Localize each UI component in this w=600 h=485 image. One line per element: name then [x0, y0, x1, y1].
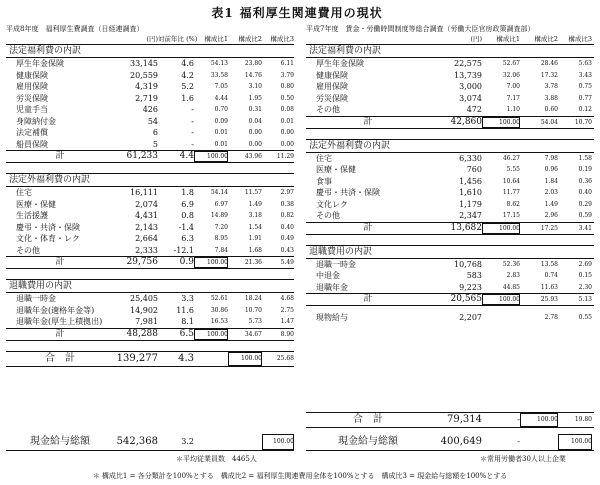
row-c1: 0.01: [214, 140, 228, 148]
total-value: 20,565: [450, 294, 482, 304]
total-value: 13,682: [450, 222, 482, 233]
section-title: 退職費用の内訳: [306, 245, 594, 259]
row-value: 3,000: [459, 82, 482, 91]
row-c1: 0.70: [214, 106, 228, 113]
row-c3: 0.77: [578, 94, 592, 102]
row-c1: 7.84: [214, 246, 228, 254]
right-extra-row: 現物給与 2,207 2.78 0.55: [316, 313, 592, 322]
row-c2: 2.96: [544, 212, 558, 219]
row-label: 住宅: [16, 188, 32, 197]
section-total-row: [306, 222, 594, 235]
left-header-c3: 構成比3: [270, 35, 294, 43]
row-c1: 7.05: [214, 83, 228, 90]
total-label: 計: [363, 116, 373, 127]
row-c2: 28.46: [540, 60, 558, 67]
table-row: [306, 176, 594, 188]
row-value: 2,347: [459, 211, 482, 220]
row-c2: 17.32: [540, 71, 558, 79]
row-label: 雇用保険: [16, 82, 48, 91]
row-c2: 3.88: [544, 94, 558, 102]
row-value: 426: [142, 105, 158, 114]
left-header-units: (円): [146, 35, 158, 43]
table-row: [306, 259, 594, 271]
row-c1: 17.15: [502, 212, 520, 219]
row-c2: 3.18: [248, 212, 262, 219]
total-ratio: 4.4: [179, 151, 194, 161]
left-panel: [6, 24, 294, 367]
row-ratio: 4.6: [181, 59, 194, 68]
row-value: 760: [466, 165, 482, 174]
section-total-row: [6, 256, 294, 269]
row-c2: 0.00: [248, 129, 262, 136]
row-value: 16,111: [130, 188, 158, 197]
row-value: 6,330: [459, 153, 482, 163]
row-value: 10,768: [454, 259, 482, 269]
total-c2: 43.96: [244, 153, 262, 160]
row-c1: 11.77: [502, 189, 520, 196]
row-c2: 13.58: [540, 260, 558, 268]
table-row: [6, 245, 294, 257]
row-c2: 0.96: [544, 166, 558, 173]
left-cash-total-row: 現金給与総額 542,368 3.2 100.00: [6, 434, 294, 451]
section-total-row: [306, 116, 594, 129]
row-c3: 5.63: [578, 60, 592, 67]
row-c1: 30.86: [210, 306, 228, 314]
row-ratio: 3.3: [181, 294, 194, 303]
row-c2: 23.80: [244, 60, 262, 67]
right-header-c3: 構成比3: [568, 35, 592, 43]
row-c1: 54.14: [210, 189, 228, 196]
row-value: 472: [466, 105, 482, 114]
row-c2: 7.98: [544, 154, 558, 162]
total-label: 計: [55, 151, 65, 161]
row-c3: 0.40: [578, 189, 592, 196]
row-c2: 1.95: [248, 94, 262, 102]
row-c3: 0.01: [280, 117, 294, 125]
table-row: [6, 93, 294, 105]
row-c1: 4.44: [214, 94, 228, 102]
row-label: 法定補償: [16, 128, 48, 137]
table-title: [0, 4, 600, 21]
total-c1: 100.00: [482, 117, 520, 128]
left-header-c1: 構成比1: [204, 35, 228, 43]
row-c3: 0.80: [280, 83, 294, 90]
row-c2: 0.60: [544, 106, 558, 113]
row-c3: 6.11: [280, 60, 294, 67]
section-title: 退職費用の内訳: [6, 279, 294, 293]
row-c3: 3.43: [578, 71, 592, 79]
row-ratio: 8.1: [181, 317, 194, 326]
row-label: 退職年金(厚生上積拠出): [16, 317, 103, 326]
row-c2: 0.31: [248, 106, 262, 113]
row-ratio: 6.9: [181, 199, 194, 209]
row-label: 船員保険: [16, 139, 48, 149]
row-value: 54: [147, 116, 158, 126]
table-row: [306, 93, 594, 105]
row-value: 3,074: [459, 93, 482, 103]
table-row: [306, 58, 594, 70]
total-value: 61,233: [126, 151, 158, 161]
section-total-row: [6, 328, 294, 341]
left-source: 平成8年度 福利厚生費調査（日経連調査）: [6, 25, 144, 33]
row-value: 2,664: [135, 234, 158, 243]
table-row: [6, 187, 294, 199]
row-value: 2,074: [135, 199, 158, 209]
row-c3: 0.00: [280, 140, 294, 148]
section-title: 法定福利費の内訳: [306, 45, 594, 58]
row-ratio: 6.3: [181, 234, 194, 243]
row-label: 文化レク: [316, 199, 348, 209]
row-label: 健康保険: [316, 70, 348, 80]
row-label: 厚生年金保険: [16, 59, 64, 68]
row-c2: 1.49: [544, 200, 558, 208]
table-row: [6, 199, 294, 211]
row-c3: 0.15: [578, 272, 592, 279]
row-label: 住宅: [316, 153, 332, 163]
total-label: 計: [55, 257, 65, 267]
row-label: 慶弔・共済・保険: [16, 222, 80, 232]
total-c1: 100.00: [194, 151, 228, 162]
row-value: 4,431: [135, 211, 158, 220]
total-c1: 100.00: [194, 329, 228, 340]
row-c2: 2.03: [544, 189, 558, 196]
table-row: [6, 58, 294, 70]
row-ratio: 0.8: [181, 211, 194, 220]
row-c1: 52.61: [210, 295, 228, 302]
left-column-headers: [6, 34, 294, 45]
total-c1: 100.00: [194, 257, 228, 268]
row-label: 厚生年金保険: [316, 59, 364, 68]
section-title: 法定福利費の内訳: [6, 45, 294, 58]
row-c1: 1.10: [506, 106, 520, 113]
row-c3: 0.40: [280, 223, 294, 231]
table-title-text: 福利厚生関連費用の現状: [239, 6, 383, 20]
row-value: 4,319: [135, 82, 158, 91]
row-c2: 1.84: [544, 177, 558, 185]
row-c3: 0.12: [578, 106, 592, 113]
row-ratio: 1.8: [181, 188, 194, 197]
section-title: 法定外福利費の内訳: [306, 139, 594, 153]
row-c1: 54.13: [210, 60, 228, 67]
row-c3: 0.19: [578, 166, 592, 173]
table-row: [306, 270, 594, 282]
table-row: [6, 210, 294, 222]
row-label: 退職一時金: [16, 294, 56, 303]
right-header-c2: 構成比2: [534, 35, 558, 43]
row-value: 2,719: [135, 93, 158, 103]
total-c3: 10.70: [574, 118, 592, 126]
row-c2: 11.63: [540, 283, 558, 291]
row-value: 2,333: [135, 245, 158, 255]
row-c2: 3.78: [544, 83, 558, 90]
row-label: 雇用保険: [316, 82, 348, 91]
row-c2: 14.76: [244, 71, 262, 79]
row-value: 6: [152, 128, 158, 137]
row-c3: 2.30: [578, 283, 592, 291]
row-c3: 0.08: [280, 106, 294, 113]
row-c2: 11.57: [244, 189, 262, 196]
row-value: 33,145: [130, 59, 158, 68]
table-row: [6, 104, 294, 116]
total-c3: 5.13: [578, 296, 592, 303]
total-value: 42,860: [450, 116, 482, 127]
table-row: [306, 70, 594, 82]
table-number: 表1: [211, 6, 234, 20]
row-value: 2,143: [135, 222, 158, 232]
row-label: その他: [16, 245, 40, 255]
row-c1: 14.89: [210, 212, 228, 219]
row-value: 7,981: [135, 317, 158, 326]
row-c1: 33.58: [210, 71, 228, 79]
row-c3: 0.38: [280, 200, 294, 208]
table-row: [306, 282, 594, 294]
row-value: 1,610: [459, 188, 482, 197]
table-row: [6, 305, 294, 317]
row-label: 食事: [316, 176, 332, 186]
row-c1: 7.00: [506, 83, 520, 90]
total-c3: 3.41: [578, 224, 592, 232]
row-c1: 32.06: [502, 71, 520, 79]
row-label: 身障納付金: [16, 116, 56, 126]
row-value: 5: [152, 139, 158, 149]
right-header-units: (円): [470, 35, 482, 43]
table-row: [6, 222, 294, 234]
footnote: ＊ 構成比1 = 各分類計を100%とする 構成比2 = 福利厚生関連費用全体を100%とする 構成比3 = 現金給与総額を100%とする: [92, 472, 508, 480]
left-table-body: [6, 45, 294, 341]
row-c3: 0.75: [578, 83, 592, 90]
row-c1: 16.53: [210, 318, 228, 325]
table-row: [306, 164, 594, 176]
total-c2: 54.04: [540, 118, 558, 126]
row-ratio: 5.2: [181, 82, 194, 91]
row-value: 22,575: [454, 59, 482, 68]
row-c3: 0.29: [578, 200, 592, 208]
row-c3: 2.75: [280, 306, 294, 314]
row-label: 生活援護: [16, 211, 48, 220]
table-row: [306, 81, 594, 93]
row-label: 健康保険: [16, 70, 48, 80]
row-ratio: -: [191, 139, 194, 149]
row-c1: 0.09: [214, 117, 228, 125]
total-ratio: 6.5: [179, 328, 194, 339]
row-value: 1,456: [459, 176, 482, 186]
row-c1: 8.62: [506, 200, 520, 208]
total-value: 48,288: [126, 328, 158, 339]
row-value: 14,902: [130, 305, 158, 315]
row-ratio: 4.2: [181, 70, 194, 80]
row-c2: 5.73: [248, 318, 262, 325]
row-c3: 0.82: [280, 212, 294, 219]
row-c1: 7.20: [214, 223, 228, 231]
right-panel: [306, 24, 594, 324]
total-ratio: 0.9: [179, 257, 194, 267]
left-header-c2: 構成比2: [238, 35, 262, 43]
total-c1: 100.00: [482, 294, 520, 305]
table-row: [6, 233, 294, 245]
row-ratio: 11.6: [176, 305, 194, 315]
total-c3: 11.29: [276, 153, 294, 160]
table-row: [6, 70, 294, 82]
row-label: 医療・保健: [16, 199, 56, 209]
right-grand-total-row: 合 計 79,314 - 100.00 19.80: [306, 412, 594, 428]
row-c2: 1.54: [248, 223, 262, 231]
row-c1: 7.17: [506, 94, 520, 102]
row-c3: 2.97: [280, 189, 294, 196]
row-c3: 1.58: [578, 154, 592, 162]
row-value: 13,739: [454, 70, 482, 80]
row-label: その他: [316, 211, 340, 220]
row-c1: 2.83: [506, 272, 520, 279]
right-column-headers: [306, 34, 594, 45]
row-value: 20,559: [130, 70, 158, 80]
row-label: 慶弔・共済・保険: [316, 188, 380, 197]
row-label: 中退金: [316, 271, 340, 280]
row-c1: 10.64: [502, 177, 520, 185]
row-c2: 1.49: [248, 200, 262, 208]
table-row: [6, 127, 294, 139]
row-c1: 8.95: [214, 235, 228, 242]
row-c1: 52.67: [502, 60, 520, 67]
total-c3: 8.90: [280, 330, 294, 338]
row-c2: 1.91: [248, 235, 262, 242]
right-table-body: [306, 45, 594, 306]
total-c2: 17.25: [540, 224, 558, 232]
table-row: [6, 293, 294, 305]
row-label: 労災保険: [16, 93, 48, 103]
right-source: 平成7年度 賃金・労働時間制度等総合調査（労働大臣官房政策調査部）: [306, 25, 535, 33]
row-c3: 2.69: [578, 260, 592, 268]
total-c2: 21.36: [244, 259, 262, 266]
row-c2: 10.70: [244, 306, 262, 314]
row-c3: 1.47: [280, 318, 294, 325]
row-c3: 0.00: [280, 129, 294, 136]
row-label: その他: [316, 105, 340, 114]
row-c2: 3.10: [248, 83, 262, 90]
row-value: 583: [466, 271, 482, 280]
table-row: [6, 81, 294, 93]
row-c2: 0.00: [248, 140, 262, 148]
row-c1: 52.36: [502, 260, 520, 268]
right-header-c1: 構成比1: [496, 35, 520, 43]
row-label: 労災保険: [316, 93, 348, 103]
row-label: 退職年金: [316, 282, 348, 292]
table-row: [6, 316, 294, 328]
row-c2: 0.74: [544, 272, 558, 279]
section-title: 法定外福利費の内訳: [6, 173, 294, 187]
row-c3: 0.43: [280, 246, 294, 254]
row-c2: 0.04: [248, 117, 262, 125]
row-ratio: -12.1: [173, 245, 194, 255]
right-note: ＊常用労働者30人以上企業: [480, 455, 566, 463]
total-c1: 100.00: [482, 223, 520, 234]
total-label: 計: [55, 328, 65, 339]
row-ratio: -: [191, 128, 194, 137]
total-label: 計: [363, 294, 373, 304]
table-row: [306, 187, 594, 199]
right-cash-total-row: 現金給与総額 400,649 - 100.00: [306, 434, 594, 451]
row-c3: 4.68: [280, 295, 294, 302]
total-value: 29,756: [126, 257, 158, 267]
total-c3: 5.49: [280, 259, 294, 266]
row-c1: 44.85: [502, 283, 520, 291]
row-label: 児童手当: [16, 105, 48, 114]
table-row: [306, 199, 594, 211]
row-c3: 0.36: [578, 177, 592, 185]
total-label: 計: [363, 222, 373, 233]
row-label: 退職年金(適格年金等): [16, 305, 95, 315]
row-value: 25,405: [130, 294, 158, 303]
row-c1: 46.27: [502, 154, 520, 162]
left-note: ＊平均従業員数 4465人: [176, 455, 257, 463]
row-c3: 0.49: [280, 235, 294, 242]
table-row: [306, 104, 594, 116]
total-c2: 25.93: [540, 296, 558, 303]
row-c2: 18.24: [244, 295, 262, 302]
table-row: [306, 210, 594, 222]
row-c3: 0.59: [578, 212, 592, 219]
row-c1: 5.55: [506, 166, 520, 173]
total-c2: 34.67: [244, 330, 262, 338]
section-total-row: [6, 150, 294, 163]
row-c1: 0.01: [214, 129, 228, 136]
row-c3: 3.79: [280, 71, 294, 79]
row-c3: 0.50: [280, 94, 294, 102]
row-label: 医療・保健: [316, 165, 356, 174]
section-total-row: [306, 293, 594, 306]
row-ratio: -1.4: [178, 222, 194, 232]
left-grand-total-row: 合 計 139,277 4.3 100.00 25.68: [6, 351, 294, 367]
table-row: [6, 116, 294, 128]
row-c2: 1.68: [248, 246, 262, 254]
table-row: [306, 153, 594, 165]
row-ratio: -: [191, 116, 194, 126]
table-row: [6, 139, 294, 151]
row-label: 退職一時金: [316, 259, 356, 269]
left-header-ratio: 対前年比 (%): [158, 35, 198, 43]
row-label: 文化・体育・レク: [16, 234, 80, 243]
row-ratio: -: [191, 105, 194, 114]
row-value: 1,179: [459, 199, 482, 209]
row-ratio: 1.6: [181, 93, 194, 103]
row-c1: 6.97: [214, 200, 228, 208]
row-value: 9,223: [459, 282, 482, 292]
